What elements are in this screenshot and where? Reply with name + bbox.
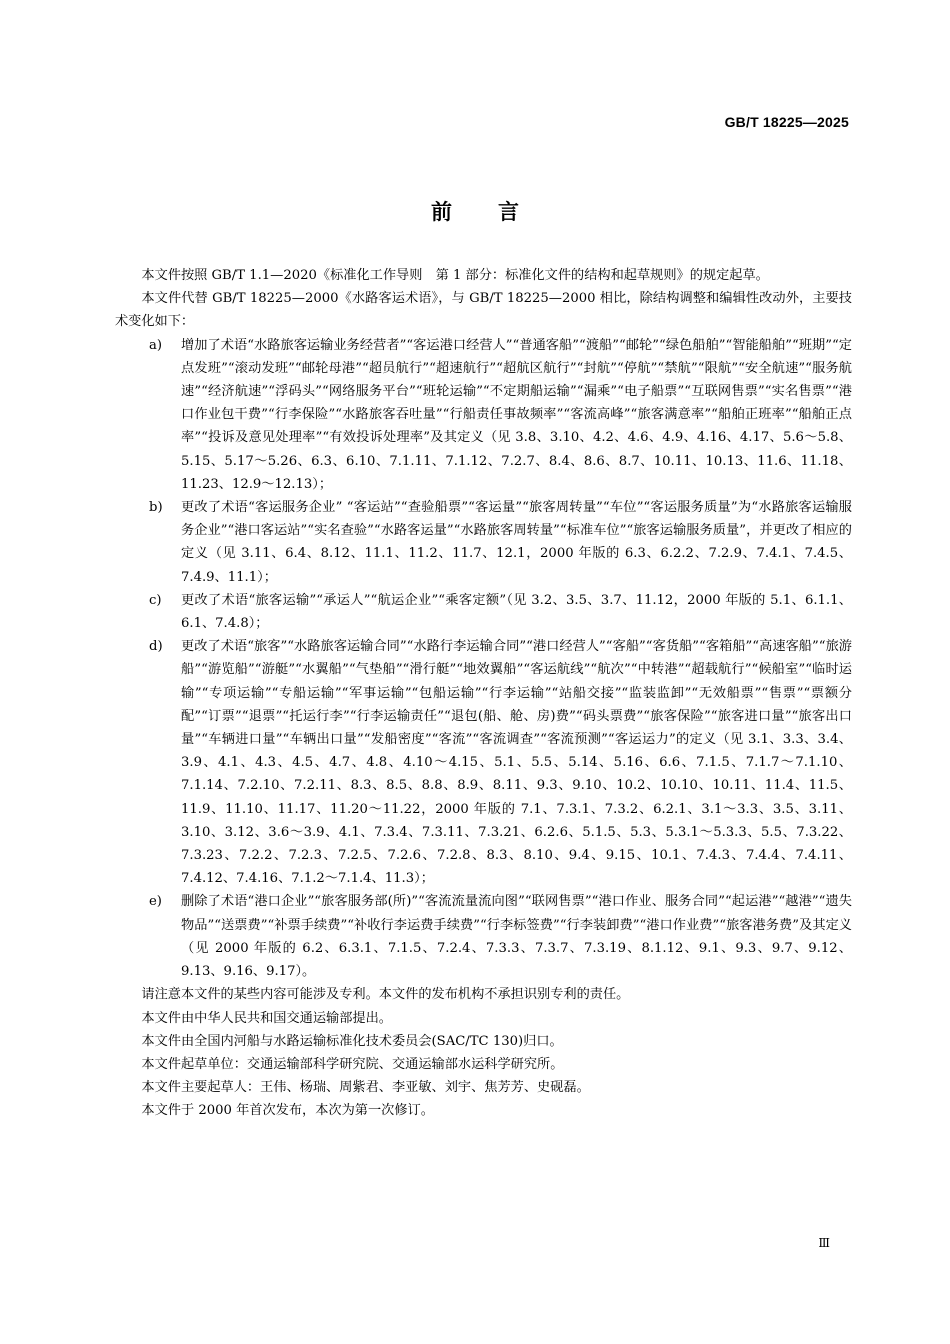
- standard-number: GB/T 18225—2025: [724, 114, 849, 130]
- page-number: Ⅲ: [818, 1236, 830, 1250]
- list-item-text: 更改了术语“旅客”“水路旅客运输合同”“水路行李运输合同”“港口经营人”“客船”“客货船”“客箱船”“高速客船”“旅游船”“游览船”“游艇”“水翼船”“气垫船”“滑行艇”“地效翼船”“客运航线”“航次”“中转港”“超载航行”“候船室”“临时运输”“专项运输”“专船运输”“军事运输”“包船运输”“行李运输”“站船交接”“监装监卸”“无效船票”“售票”“票额分配”“订票”“退票”“托运行李”“行李运输责任”“退包(船、舱、房)费”“码头票费”“旅客保险”“旅客进口量”“旅客出口量”“车辆进口量”“车辆出口量”“发船密度”“客流”“客流调查”“客流预测”“客运运力”的定义（见 3.1、3.3、3.4、3.9、4.1、4.3、4.5、4.7、4.8、4.10～4.15、5.1、5.5、5.14、5.16、6.6、7.1.5、7.1.7～7.1.10、7.1.14、7.2.10、7.2.11、8.3、8.5、8.8、8.9、8.11、9.3、9.10、10.2、10.10、10.11、11.4、11.5、11.9、11.10、11.17、11.20～11.22，2000 年版的 7.1、7.3.1、7.3.2、6.2.1、3.1～3.3、3.5、3.11、3.10、3.12、3.6～3.9、4.1、7.3.4、7.3.11、7.3.21、6.2.6、5.1.5、5.3、5.3.1～5.3.3、5.5、7.3.22、7.3.23、7.2.2、7.2.3、7.2.5、7.2.6、7.2.8、8.3、8.10、9.4、9.15、10.1、7.4.3、7.4.4、7.4.11、7.4.12、7.4.16、7.1.2～7.1.4、11.3）；: [181, 639, 852, 887]
- list-item-marker: d): [149, 639, 163, 655]
- list-item-marker: c): [149, 592, 162, 608]
- closing-paragraph: 本文件于 2000 年首次发布，本次为第一次修订。: [141, 1103, 434, 1119]
- closing-paragraph: 本文件起草单位：交通运输部科学研究院、交通运输部水运科学研究所。: [141, 1056, 564, 1072]
- list-item: [115, 496, 852, 589]
- list-item: [115, 589, 852, 635]
- list-item: [115, 890, 852, 983]
- list-item-text: 更改了术语“旅客运输”“承运人”“航运企业”“乘客定额”（见 3.2、3.5、3.7、11.12，2000 年版的 5.1、6.1.1、6.1、7.4.8）；: [181, 592, 852, 632]
- closing-paragraph: 请注意本文件的某些内容可能涉及专利。本文件的发布机构不承担识别专利的责任。: [141, 987, 630, 1003]
- list-item-marker: b): [149, 500, 163, 516]
- document-body: [115, 264, 852, 1123]
- intro-paragraph: 本文件代替 GB/T 18225—2000《水路客运术语》，与 GB/T 18225—2000 相比，除结构调整和编辑性改动外，主要技术变化如下：: [115, 291, 852, 330]
- list-item: [115, 635, 852, 890]
- intro-paragraph: 本文件按照 GB/T 1.1—2020《标准化工作导则 第 1 部分：标准化文件的结构和起草规则》的规定起草。: [141, 268, 769, 283]
- list-item-marker: a): [149, 337, 163, 353]
- list-item-text: 增加了术语“水路旅客运输业务经营者”“客运港口经营人”“普通客船”“渡船”“邮轮”“绿色船舶”“智能船舶”“班期”“定点发班”“滚动发班”“邮轮母港”“超员航行”“超速航行”“超航区航行”“封航”“停航”“禁航”“限航”“安全航速”“服务航速”“经济航速”“浮码头”“网络服务平台”“班轮运输”“不定期船运输”“漏乘”“电子船票”“互联网售票”“实名售票”“港口作业包干费”“行李保险”“水路旅客吞吐量”“行船责任事故频率”“客流高峰”“旅客满意率”“船舶正班率”“船舶正点率”“投诉及意见处理率”“有效投诉处理率”及其定义（见 3.8、3.10、4.2、4.6、4.9、4.16、4.17、5.6～5.8、5.15、5.17～5.26、6.3、6.10、7.1.11、7.1.12、7.2.7、8.4、8.6、8.7、10.11、10.13、11.6、11.18、11.23、12.9～12.13）；: [181, 337, 852, 492]
- page-title: 前言: [431, 200, 565, 224]
- closing-paragraph: 本文件主要起草人：王伟、杨瑞、周紫君、李亚敏、刘宇、焦芳芳、史砚磊。: [141, 1080, 590, 1096]
- list-item-marker: e): [149, 894, 162, 910]
- list-item: [115, 334, 852, 496]
- closing-paragraph: 本文件由中华人民共和国交通运输部提出。: [141, 1010, 392, 1026]
- closing-paragraph: 本文件由全国内河船与水路运输标准化技术委员会(SAC/TC 130)归口。: [141, 1033, 563, 1049]
- list-item-text: 更改了术语“客运服务企业” “客运站”“查验船票”“客运量”“旅客周转量”“车位”“客运服务质量”为“水路旅客运输服务企业”“港口客运站”“实名查验”“水路客运量”“水路旅客周转量”“标准车位”“旅客运输服务质量”，并更改了相应的定义（见 3.11、6.4、8.12、11.1、11.2、11.7、12.1，2000 年版的 6.3、6.2.2、7.2.9、7.4.1、7.4.5、7.4.9、11.1）；: [181, 500, 852, 585]
- list-item-text: 删除了术语“港口企业”“旅客服务部(所)”“客流流量流向图”“联网售票”“港口作业、服务合同”“起运港”“越港”“遗失物品”“送票费”“补票手续费”“补收行李运费手续费”“行李标签费”“行李装卸费”“港口作业费”“旅客港务费”及其定义（见 2000 年版的 6.2、6.3.1、7.1.5、7.2.4、7.3.3、7.3.7、7.3.19、8.1.12、9.1、9.3、9.7、9.12、9.13、9.16、9.17）。: [181, 894, 852, 980]
